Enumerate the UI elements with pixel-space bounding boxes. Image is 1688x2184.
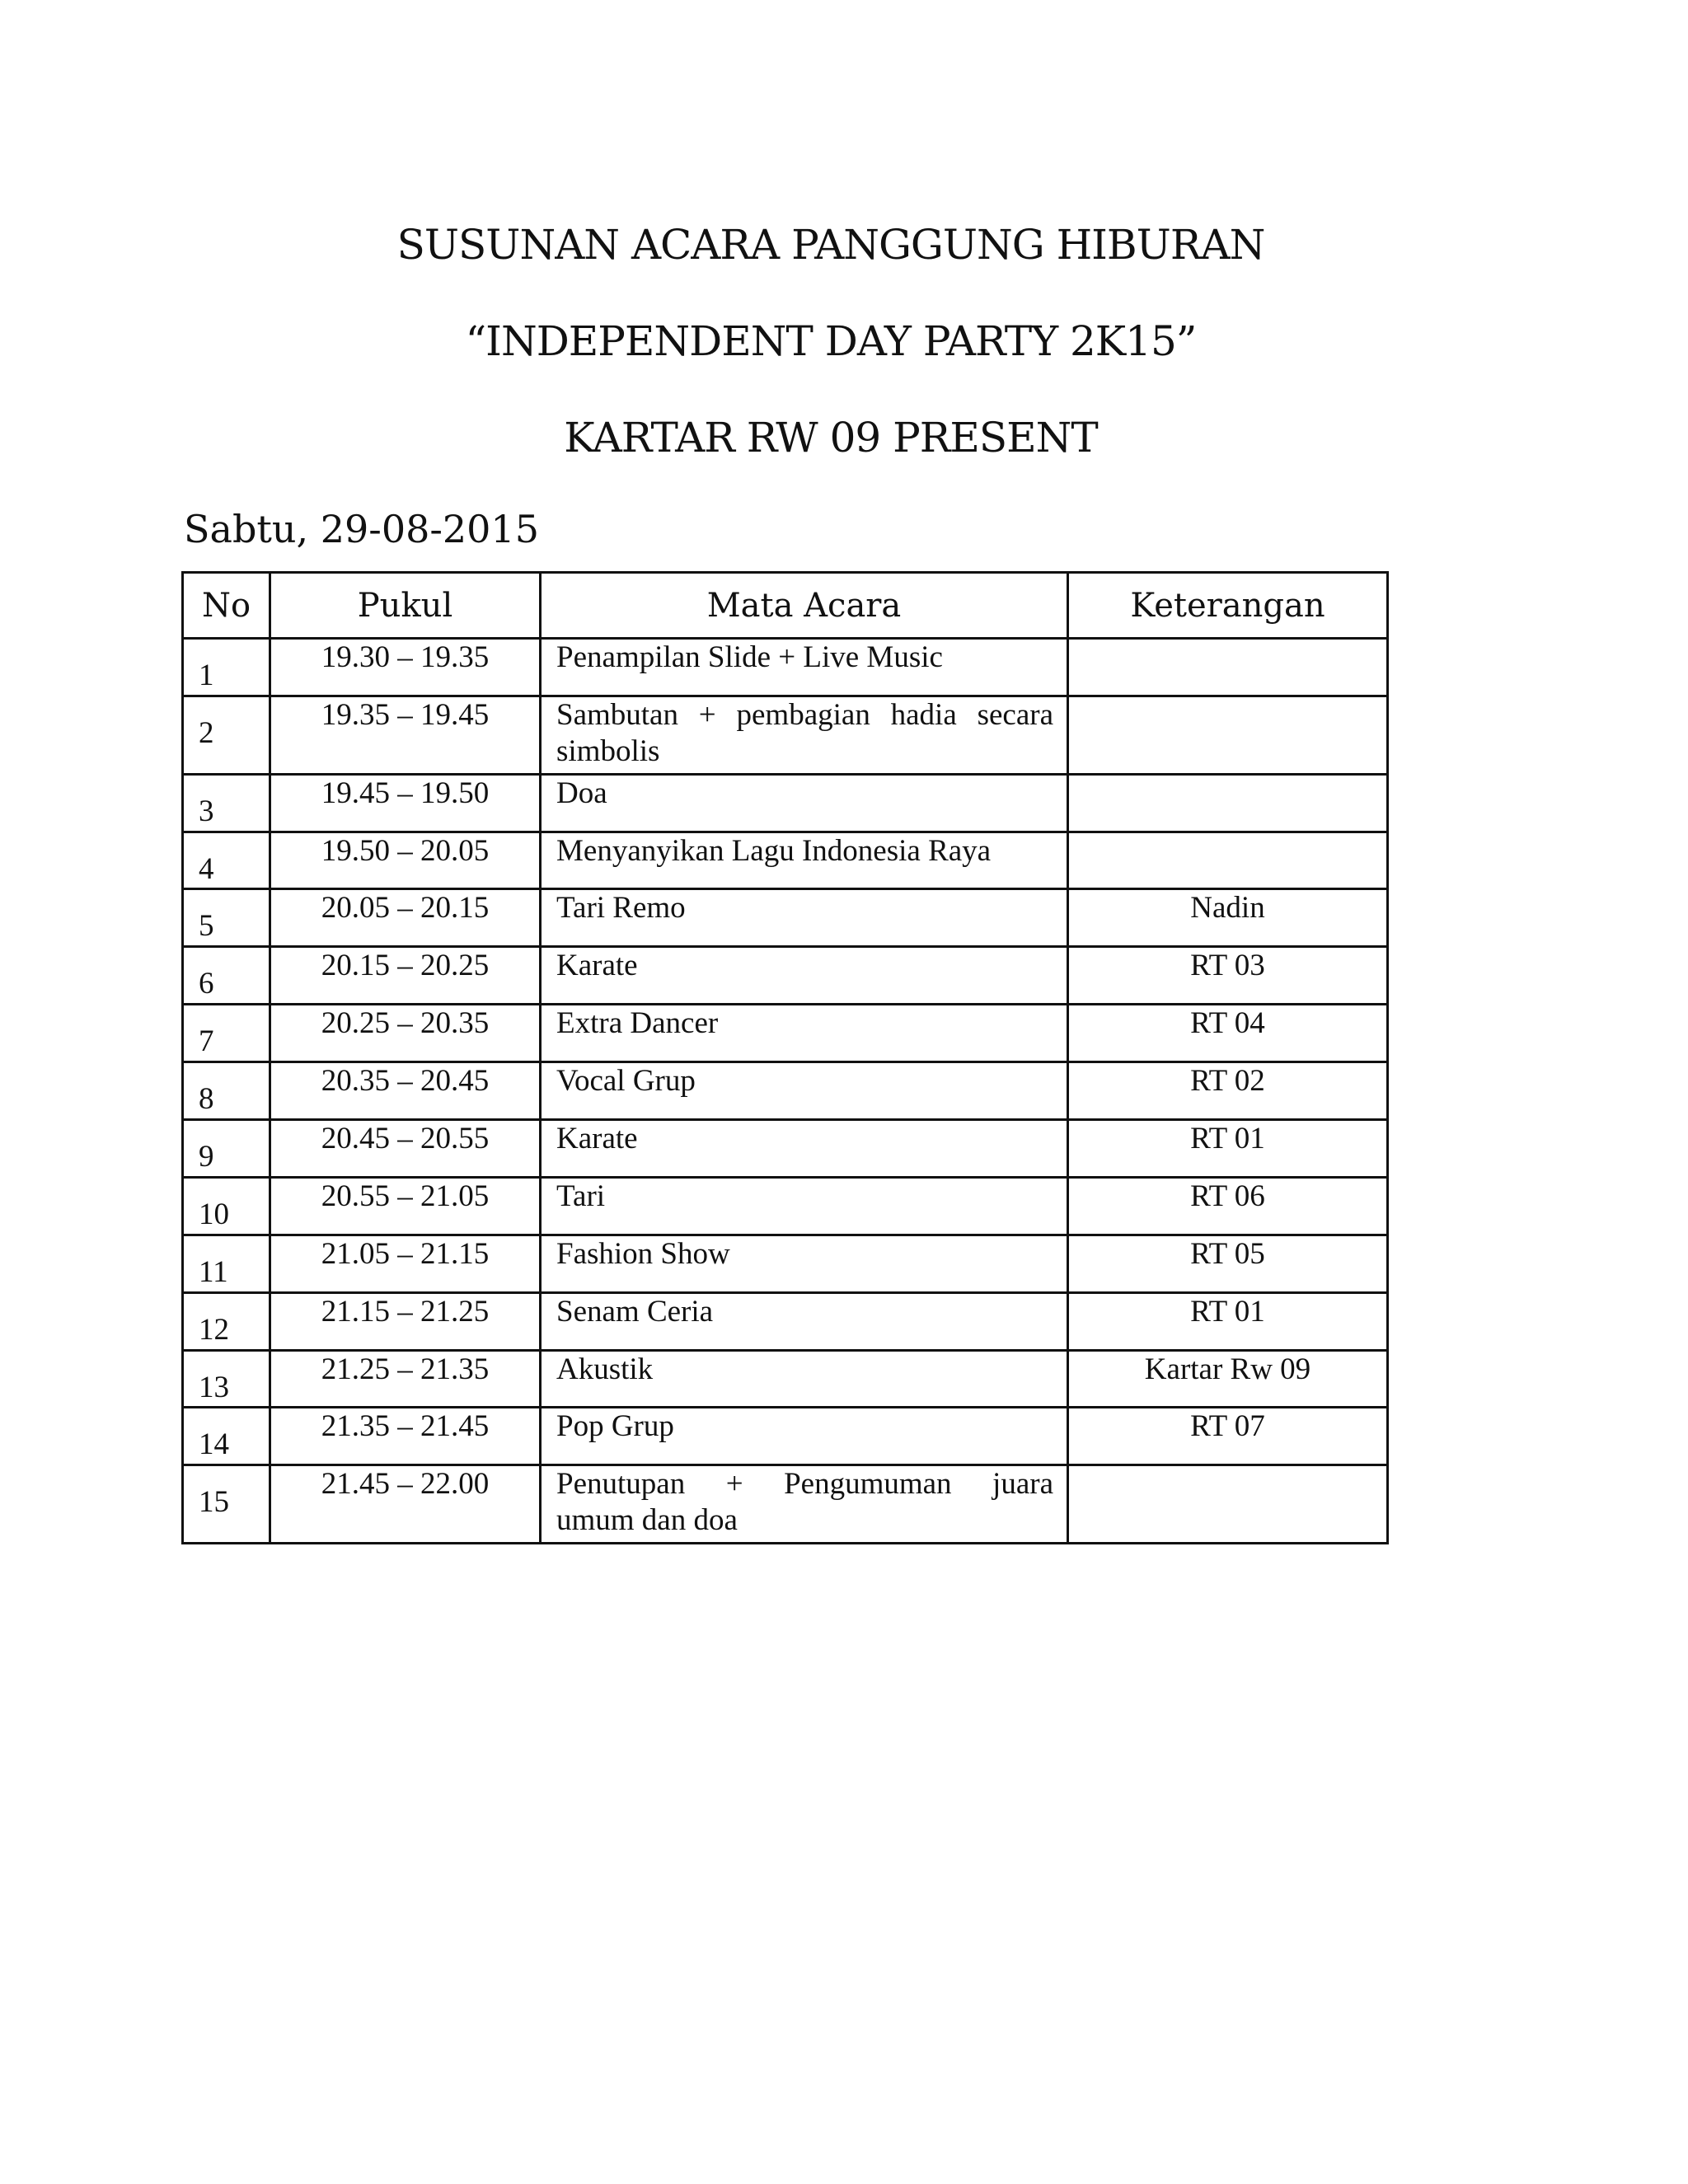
table-row: [183, 1235, 1388, 1293]
mata-acara-line: simbolis: [556, 734, 660, 768]
cell-no: 5: [183, 889, 270, 947]
cell-no: 11: [183, 1235, 270, 1293]
cell-keterangan: [1068, 639, 1388, 696]
cell-pukul: 20.25 – 20.35: [270, 1005, 541, 1062]
cell-keterangan: [1068, 832, 1388, 889]
cell-no: 14: [183, 1408, 270, 1465]
title-line-2: “INDEPENDENT DAY PARTY 2K15”: [465, 317, 1197, 365]
table-header-row: [183, 573, 1388, 639]
mata-acara-line: Penampilan Slide + Live Music: [556, 640, 943, 674]
cell-pukul: 19.45 – 19.50: [270, 775, 541, 832]
cell-pukul: 20.55 – 21.05: [270, 1178, 541, 1235]
cell-mata-acara: [541, 1178, 1068, 1235]
table-row: [183, 1293, 1388, 1351]
cell-keterangan: RT 01: [1068, 1120, 1388, 1178]
cell-keterangan: RT 04: [1068, 1005, 1388, 1062]
cell-mata-acara: [541, 832, 1068, 889]
mata-acara-line: umum dan doa: [556, 1503, 738, 1537]
mata-acara-line: Pop Grup: [556, 1409, 674, 1443]
table-row: [183, 696, 1388, 775]
cell-no: 1: [183, 639, 270, 696]
cell-mata-acara: [541, 1351, 1068, 1408]
cell-no: 3: [183, 775, 270, 832]
cell-mata-acara: [541, 1465, 1068, 1544]
header-mata-acara: Mata Acara: [541, 573, 1068, 639]
cell-pukul: 21.15 – 21.25: [270, 1293, 541, 1351]
cell-mata-acara: [541, 775, 1068, 832]
cell-no: 7: [183, 1005, 270, 1062]
cell-mata-acara: [541, 1062, 1068, 1120]
cell-keterangan: [1068, 1465, 1388, 1544]
header-keterangan: Keterangan: [1068, 573, 1388, 639]
cell-pukul: 19.50 – 20.05: [270, 832, 541, 889]
cell-mata-acara: [541, 639, 1068, 696]
cell-mata-acara: [541, 1005, 1068, 1062]
cell-no: 13: [183, 1351, 270, 1408]
cell-no: 10: [183, 1178, 270, 1235]
table-row: [183, 639, 1388, 696]
mata-acara-line: Karate: [556, 1122, 638, 1155]
table-row: [183, 775, 1388, 832]
cell-mata-acara: [541, 1293, 1068, 1351]
mata-acara-line: Menyanyikan Lagu Indonesia Raya: [556, 834, 992, 868]
table-row: [183, 889, 1388, 947]
cell-keterangan: Nadin: [1068, 889, 1388, 947]
cell-pukul: 20.35 – 20.45: [270, 1062, 541, 1120]
table-row: [183, 1062, 1388, 1120]
cell-keterangan: RT 02: [1068, 1062, 1388, 1120]
table-row: [183, 1351, 1388, 1408]
cell-keterangan: RT 01: [1068, 1293, 1388, 1351]
cell-mata-acara: [541, 889, 1068, 947]
mata-acara-line: Tari Remo: [556, 891, 686, 925]
cell-mata-acara: [541, 1120, 1068, 1178]
cell-pukul: 19.35 – 19.45: [270, 696, 541, 775]
cell-keterangan: [1068, 696, 1388, 775]
mata-acara-line: Doa: [556, 776, 607, 810]
table-row: [183, 832, 1388, 889]
cell-no: 12: [183, 1293, 270, 1351]
cell-no: 15: [183, 1465, 270, 1544]
cell-pukul: 21.25 – 21.35: [270, 1351, 541, 1408]
cell-keterangan: [1068, 775, 1388, 832]
cell-no: 8: [183, 1062, 270, 1120]
mata-acara-line: Penutupan + Pengumuman juara: [556, 1467, 1053, 1501]
mata-acara-line: Vocal Grup: [556, 1064, 696, 1098]
schedule-body: [183, 639, 1388, 1544]
mata-acara-line: Extra Dancer: [556, 1006, 719, 1040]
table-row: [183, 947, 1388, 1005]
cell-keterangan: RT 07: [1068, 1408, 1388, 1465]
table-row: [183, 1120, 1388, 1178]
event-date: Sabtu, 29-08-2015: [184, 507, 539, 551]
title-line-3: KARTAR RW 09 PRESENT: [564, 414, 1098, 462]
cell-pukul: 20.15 – 20.25: [270, 947, 541, 1005]
cell-keterangan: Kartar Rw 09: [1068, 1351, 1388, 1408]
cell-no: 9: [183, 1120, 270, 1178]
mata-acara-line: Senam Ceria: [556, 1295, 714, 1329]
mata-acara-line: Sambutan + pembagian hadia secara: [556, 698, 1053, 732]
cell-pukul: 20.05 – 20.15: [270, 889, 541, 947]
schedule-table: [181, 571, 1389, 1544]
cell-pukul: 19.30 – 19.35: [270, 639, 541, 696]
cell-keterangan: RT 05: [1068, 1235, 1388, 1293]
cell-keterangan: RT 06: [1068, 1178, 1388, 1235]
cell-no: 6: [183, 947, 270, 1005]
cell-no: 2: [183, 696, 270, 775]
table-row: [183, 1178, 1388, 1235]
cell-mata-acara: [541, 947, 1068, 1005]
cell-mata-acara: [541, 1235, 1068, 1293]
cell-pukul: 21.45 – 22.00: [270, 1465, 541, 1544]
mata-acara-line: Akustik: [556, 1352, 654, 1386]
mata-acara-line: Karate: [556, 949, 638, 982]
mata-acara-line: Tari: [556, 1179, 606, 1213]
header-pukul: Pukul: [270, 573, 541, 639]
table-row: [183, 1465, 1388, 1544]
cell-no: 4: [183, 832, 270, 889]
cell-keterangan: RT 03: [1068, 947, 1388, 1005]
cell-mata-acara: [541, 696, 1068, 775]
table-row: [183, 1005, 1388, 1062]
cell-pukul: 21.35 – 21.45: [270, 1408, 541, 1465]
mata-acara-line: Fashion Show: [556, 1237, 730, 1271]
cell-pukul: 20.45 – 20.55: [270, 1120, 541, 1178]
table-row: [183, 1408, 1388, 1465]
title-line-1: SUSUNAN ACARA PANGGUNG HIBURAN: [396, 221, 1265, 269]
cell-mata-acara: [541, 1408, 1068, 1465]
cell-pukul: 21.05 – 21.15: [270, 1235, 541, 1293]
header-no: No: [183, 573, 270, 639]
